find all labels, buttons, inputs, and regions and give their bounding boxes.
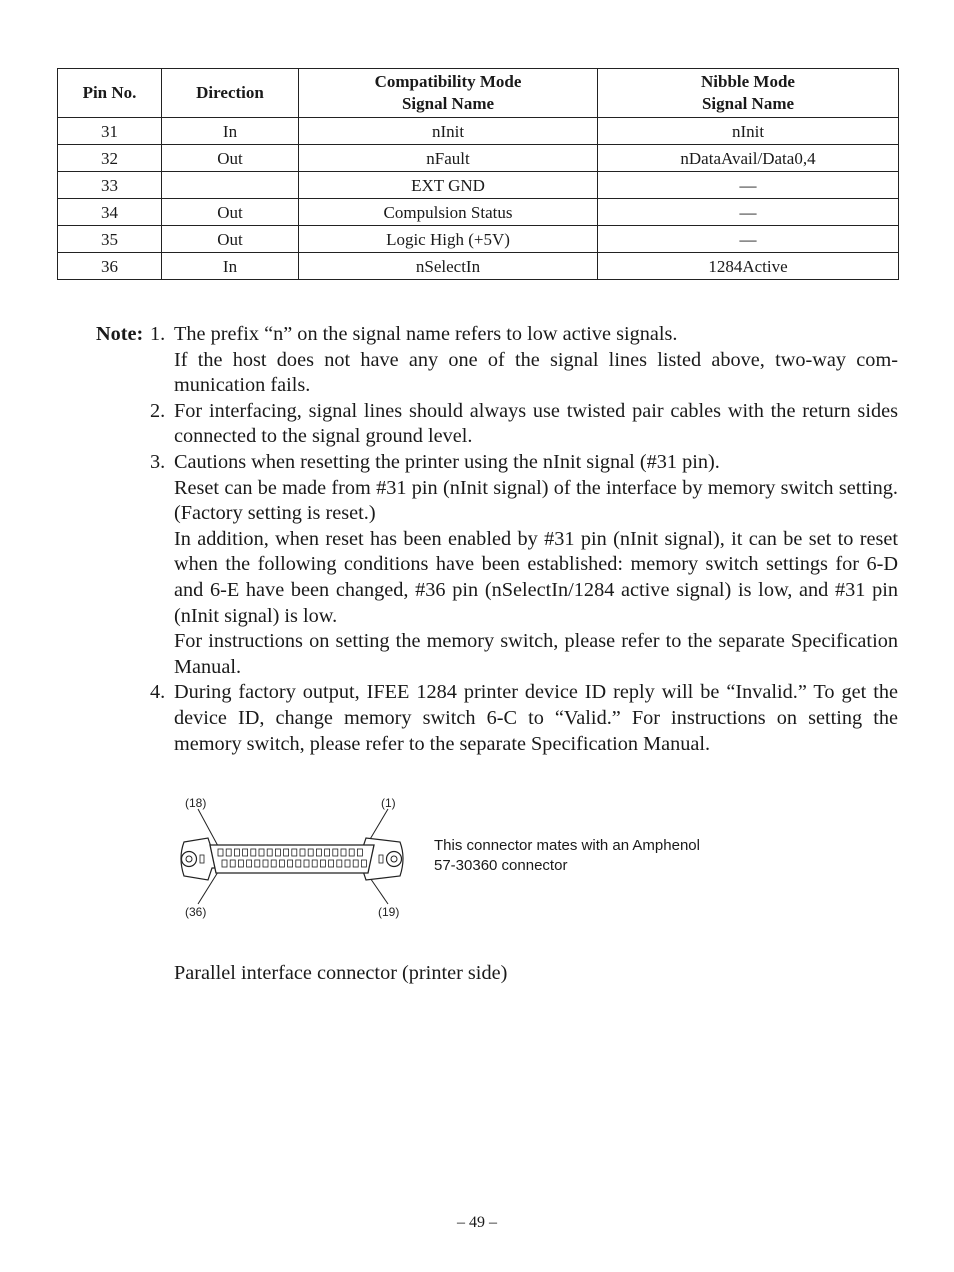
- cell-compat-signal: nInit: [299, 118, 598, 145]
- note-paragraph: If the host does not have any one of the signal lines listed above, two-way communication fails.: [174, 348, 898, 397]
- cell-nibble-signal: —: [598, 199, 899, 226]
- cell-nibble-signal: —: [598, 172, 899, 199]
- pin-assignment-table: [57, 68, 899, 280]
- contact-pin: [312, 860, 317, 867]
- contact-pin: [263, 860, 268, 867]
- note-number: 3.: [150, 450, 166, 473]
- contact-pin: [255, 860, 260, 867]
- note-label: Note:: [96, 323, 144, 345]
- cell-direction: In: [162, 118, 299, 145]
- note-paragraph: For interfacing, signal lines should always use twisted pair cables with the return sides connected to the signal ground level.: [174, 399, 898, 448]
- contact-pin: [284, 849, 289, 856]
- cell-compat-signal: nFault: [299, 145, 598, 172]
- note-paragraph: Cautions when resetting the printer using the nInit signal (#31 pin).: [174, 450, 720, 473]
- contact-pin: [292, 849, 297, 856]
- cell-direction: Out: [162, 226, 299, 253]
- cell-pin: 32: [58, 145, 162, 172]
- table-row: [58, 145, 899, 172]
- pin-label-19: (19): [378, 905, 400, 919]
- pin-label-36: (36): [185, 905, 207, 919]
- contact-pin: [320, 860, 325, 867]
- table-row: [58, 226, 899, 253]
- note-paragraph: During factory output, IFEE 1284 printer device ID reply will be “Invalid.” To get the device ID, change memory switch 6-C to “Valid.” For instructions on setting the memory switch, please refer to the separate Specification Manual.: [174, 681, 898, 755]
- note-item-2: [96, 399, 898, 450]
- connector-note: [434, 836, 754, 876]
- figure-caption: Parallel interface connector (printer side): [174, 962, 508, 984]
- contact-pin: [222, 860, 227, 867]
- table-header-row: [58, 69, 899, 118]
- header-direction: Direction: [162, 69, 299, 118]
- pin-label-18: (18): [185, 796, 207, 810]
- contact-pin: [345, 860, 350, 867]
- note-number: 2.: [150, 399, 166, 422]
- cell-compat-signal: Compulsion Status: [299, 199, 598, 226]
- contact-pin: [275, 849, 280, 856]
- contact-pin: [279, 860, 284, 867]
- cell-direction: Out: [162, 199, 299, 226]
- header-nibble-mode: Nibble Mode Signal Name: [598, 69, 899, 118]
- table-row: [58, 253, 899, 280]
- pin-label-1: (1): [381, 796, 396, 810]
- cell-pin: 35: [58, 226, 162, 253]
- cell-pin: 34: [58, 199, 162, 226]
- contact-pin: [234, 849, 239, 856]
- contact-pin: [267, 849, 272, 856]
- contact-pin: [259, 849, 264, 856]
- cell-nibble-signal: —: [598, 226, 899, 253]
- cell-nibble-signal: nDataAvail/Data0,4: [598, 145, 899, 172]
- cell-compat-signal: Logic High (+5V): [299, 226, 598, 253]
- contact-pin: [308, 849, 313, 856]
- cell-pin: 33: [58, 172, 162, 199]
- connector-diagram: [170, 792, 420, 922]
- connector-note-line: 57-30360 connector: [434, 857, 568, 874]
- cell-direction: [162, 172, 299, 199]
- contact-pin: [218, 849, 223, 856]
- contact-pin: [341, 849, 346, 856]
- note-item-4: [96, 680, 898, 757]
- cell-nibble-signal: nInit: [598, 118, 899, 145]
- note-paragraph: For instructions on setting the memory switch, please refer to the separate Specification Manual.: [174, 630, 898, 678]
- contact-pin: [271, 860, 276, 867]
- note-number: 1.: [150, 323, 166, 345]
- contact-pin: [251, 849, 256, 856]
- header-pin-no: Pin No.: [58, 69, 162, 118]
- contact-pin: [300, 849, 305, 856]
- notes-section: [96, 322, 898, 757]
- contact-pin: [325, 849, 330, 856]
- page-number: – 49 –: [457, 1214, 497, 1231]
- note-paragraph: The prefix “n” on the signal name refers to low active signals.: [174, 323, 678, 345]
- cell-compat-signal: EXT GND: [299, 172, 598, 199]
- cell-pin: 36: [58, 253, 162, 280]
- contact-pin: [316, 849, 321, 856]
- header-compatibility-mode: Compatibility Mode Signal Name: [299, 69, 598, 118]
- contact-pin: [230, 860, 235, 867]
- note-item-3: [96, 450, 898, 680]
- note-paragraph: In addition, when reset has been enabled by #31 pin (nInit signal), it can be set to reset when the following conditions have been established: memory switch settings for 6-D and 6-E have been changed, #36 pin (nSelectIn/1284 active signal) is low, and #31 pin (nInit signal) is low.: [174, 527, 898, 627]
- contact-pin: [247, 860, 252, 867]
- contact-pin: [238, 860, 243, 867]
- cell-compat-signal: nSelectIn: [299, 253, 598, 280]
- table-row: [58, 172, 899, 199]
- contact-pin: [357, 849, 362, 856]
- contact-pin: [349, 849, 354, 856]
- cell-direction: In: [162, 253, 299, 280]
- note-number: 4.: [150, 681, 166, 704]
- table-row: [58, 199, 899, 226]
- contact-pin: [226, 849, 231, 856]
- contact-pin: [304, 860, 309, 867]
- contact-pin: [243, 849, 248, 856]
- contact-pin: [353, 860, 358, 867]
- note-item-1: [96, 322, 898, 399]
- contact-pin: [337, 860, 342, 867]
- contact-pin: [329, 860, 334, 867]
- connector-note-line: This connector mates with an Amphenol: [434, 837, 700, 854]
- contact-pin: [333, 849, 338, 856]
- contact-pin: [361, 860, 366, 867]
- contact-pin: [288, 860, 293, 867]
- connector-drawing: [170, 792, 420, 922]
- note-paragraph: Reset can be made from #31 pin (nInit signal) of the interface by memory switch setting. (Factory setting is reset.): [174, 476, 898, 525]
- table-row: [58, 118, 899, 145]
- cell-direction: Out: [162, 145, 299, 172]
- cell-pin: 31: [58, 118, 162, 145]
- contact-pin: [296, 860, 301, 867]
- cell-nibble-signal: 1284Active: [598, 253, 899, 280]
